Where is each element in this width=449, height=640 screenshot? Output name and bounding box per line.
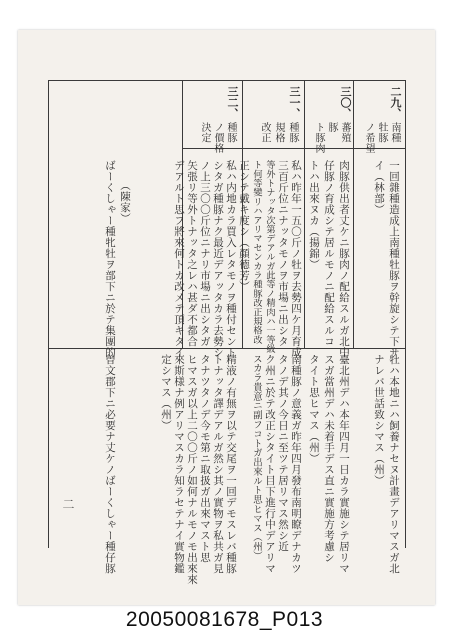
section-title-line: 南種 xyxy=(389,122,400,143)
section-number: 三二、 xyxy=(226,86,239,119)
answer-line: タノデ其ノ今日ニ至ツテ居リマス然シ近 xyxy=(277,354,289,552)
question-line: 私ハ内地カラ買入レタモノヲ種付セント xyxy=(225,160,237,358)
answer-line: 精液ノ有無ヲ以テ交尾ヲ一回デモスレバ種豚 xyxy=(225,354,237,574)
answer-line: 南種豚ノ意義ガ昨年四月發布南明瞭デナカツ xyxy=(290,354,302,574)
answer-line: タイト思ヒマス（州） xyxy=(308,354,320,464)
section-title-line: ノ希望 xyxy=(363,122,374,154)
section-title-line: 種豚 xyxy=(287,122,298,143)
section-title-line: 豚 xyxy=(326,122,337,133)
section-divider-1 xyxy=(353,80,354,348)
answer-line: 定シマス（州） xyxy=(160,354,172,431)
answer-line: スカラ貴意ニ副フコトガ出來ルト思ヒマス（州） xyxy=(251,354,262,561)
page-number: 二 xyxy=(61,498,75,510)
question-line: 三百斤位ニナッタモノヲ市場ニ出シタ xyxy=(277,160,289,347)
answer-line: 臺北州デハ本年四月一日カラ實施シテ居リマ xyxy=(338,354,350,574)
question-line: ばーくしゃー種牝牡ヲ部下ニ於テ集團的 xyxy=(104,160,116,358)
question-line: イ（林部） xyxy=(373,160,385,215)
answer-line: トナッタ譯デアルガ然シ其ノ實物ヲ私共ガ見 xyxy=(212,354,224,574)
question-line: 等外トナッタ次第デアルガ此等ノ精肉ハ一等級 xyxy=(264,160,275,354)
section-title-line: ト豚肉 xyxy=(313,122,324,154)
archive-caption: 20050081678_P013 xyxy=(125,608,324,631)
section-number: 二九、 xyxy=(389,86,402,119)
section-title-line: 規格 xyxy=(273,122,284,143)
answer-line: 來斯様ナ例アリマスカラ知ラセテナイ實物鑑 xyxy=(173,354,185,574)
section-title-line: 決定 xyxy=(199,122,210,143)
answer-line: ヒマスガ以上二〇〇斤ノ如何ナルモノモ出來來 xyxy=(186,354,198,585)
section-title-line: ノ價格 xyxy=(212,122,223,154)
question-line: 仔豚ノ育成シテ居ルモノニ配給スルコ xyxy=(323,160,335,347)
document-page xyxy=(18,30,435,605)
question-line: 矢張リ等外トナッタ之レハ甚ダ不都合 xyxy=(186,160,198,347)
question-line: 一回雜種造成上南種牡豚ヲ幹旋シテ下サ xyxy=(388,160,400,358)
left-border-line xyxy=(48,80,49,548)
answer-line: ナレバ世話致シマス（州） xyxy=(373,354,385,486)
section-divider-2 xyxy=(304,80,305,348)
section-title-line: 牡豚 xyxy=(376,122,387,143)
section-number: 三〇、 xyxy=(339,86,352,119)
question-line: 正シテ戴キ度シ（顔德芳） xyxy=(238,160,250,292)
section-title-line: 改正 xyxy=(259,122,270,143)
question-line: 私ハ昨年一五〇斤ノ牡ヲ去勢四ケ月育成 xyxy=(290,160,302,358)
section-title-line: 蕃殖 xyxy=(339,122,350,143)
answer-line: 牡ハ本地ニハ飼養ナセヌ計畫デアリマスガ北 xyxy=(388,354,400,574)
answer-line: タナツタノデ今モ第ニ取扱ガ出來マスト思 xyxy=(199,354,211,563)
section-number: 三一、 xyxy=(288,86,301,119)
answer-line: スガ當州デハ未着手デス直ニ實施方考慮シ xyxy=(323,354,335,563)
answer-line: 曾文郡下ニ必要ナ丈ケノばーくしゃー種仔豚 xyxy=(104,354,116,574)
question-line: （陳家） xyxy=(119,180,131,224)
question-line: シタガ種豚ナク最近デアッタカラ去勢シ xyxy=(212,160,224,358)
section-title-line: 種豚 xyxy=(225,122,236,143)
question-line: 肉豚供出者丈ケニ豚肉ノ配給スルガ北中 xyxy=(338,160,350,358)
question-line: トハ出來ヌカ（揚錦） xyxy=(308,160,320,270)
question-line: ト何等變リハアリマセンカラ種豚改正規格改 xyxy=(251,160,262,344)
top-border-line xyxy=(48,80,405,81)
answer-line: ク州ニ於テ改正シタイト目下進行中デアリマ xyxy=(264,354,276,574)
right-border-line xyxy=(405,80,406,548)
question-line: デアルト思フ將來何トカ改メテ頂キタイ xyxy=(173,160,185,358)
question-line: ノ上三〇〇斤位ニナリ市場ニ出シタガ xyxy=(199,160,211,347)
